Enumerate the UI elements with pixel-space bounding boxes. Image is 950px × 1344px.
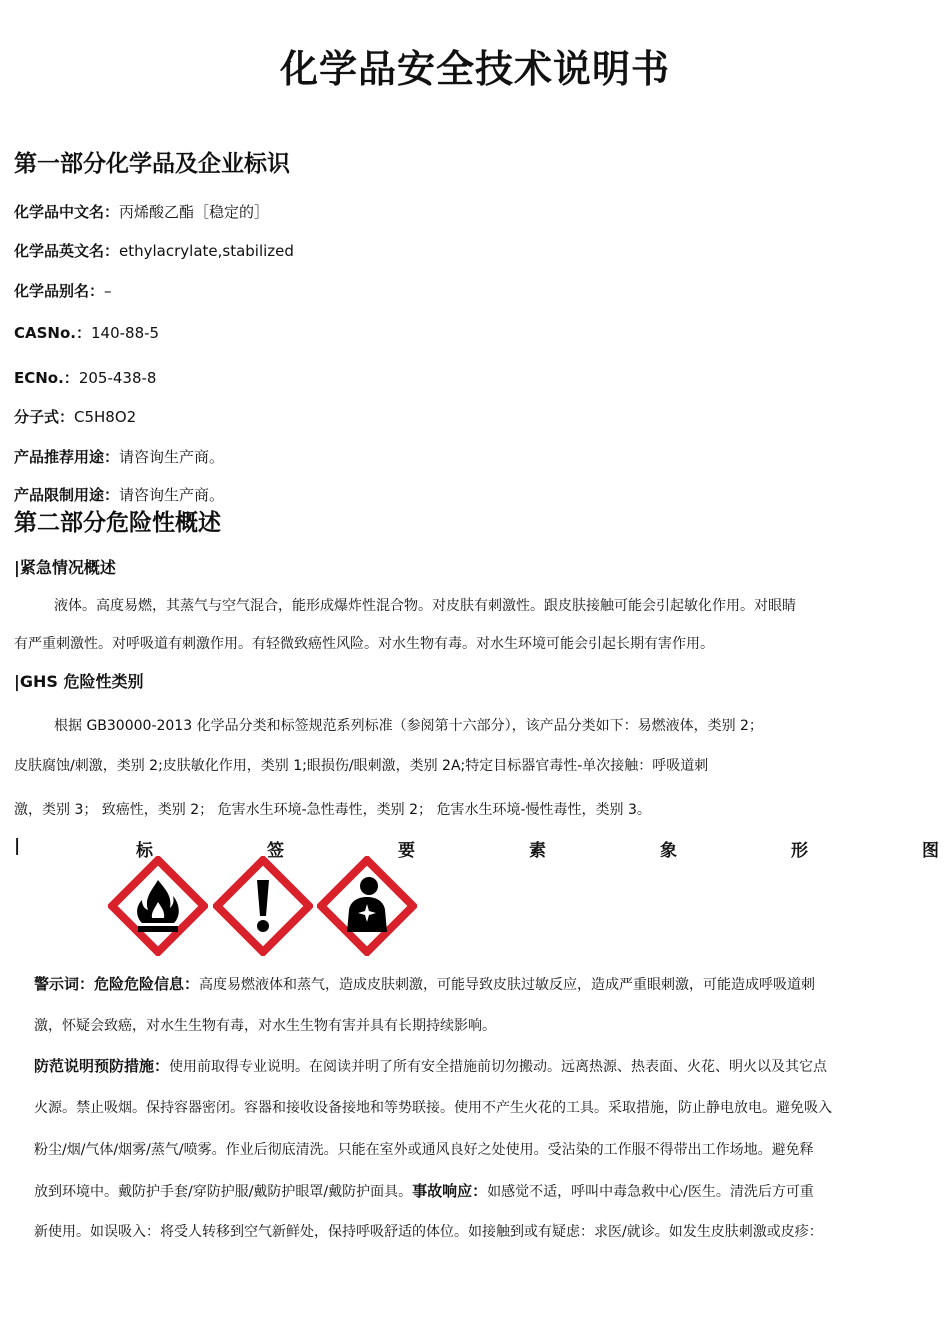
heading-char: 签 (267, 841, 284, 861)
field-english-name: 化学品英文名：ethylacrylate,stabilized (14, 242, 294, 260)
ghs-line-3: 激，类别 3； 致癌性，类别 2； 危害水生环境-急性毒性，类别 2； 危害水生环境-慢性毒性，类别 3。 (14, 802, 651, 818)
ghs-line-1: 根据 GB30000-2013 化学品分类和标签规范系列标准（参阅第十六部分），该产品分类如下：易燃液体，类别 2； (54, 718, 763, 734)
field-restricted-use: 产品限制用途：请咨询生产商。 (14, 486, 225, 504)
field-formula: 分子式：C5H8O2 (14, 408, 137, 426)
prevention-line-2: 火源。禁止吸烟。保持容器密闭。容器和接收设备接地和等势联接。使用不产生火花的工具。采取措施，防止静电放电。避免吸入 (34, 1100, 832, 1116)
heading-char: 象 (660, 841, 677, 861)
field-ec-no: ECNo.：205-438-8 (14, 369, 157, 387)
heading-char: 形 (791, 841, 808, 861)
emergency-line-1: 液体。高度易燃，其蒸气与空气混合，能形成爆炸性混合物。对皮肤有刺激性。跟皮肤接触可能会引起敏化作用。对眼睛 (54, 598, 796, 614)
heading-char: 图 (922, 841, 939, 861)
hazard-info-line-1: 警示词：危险危险信息：高度易燃液体和蒸气，造成皮肤刺激，可能导致皮肤过敏反应，造成严重眼刺激，可能造成呼吸道刺 (34, 975, 816, 993)
subheading-emergency: |紧急情况概述 (14, 558, 116, 577)
field-chinese-name: 化学品中文名：丙烯酸乙酯［稳定的］ (14, 203, 270, 221)
page-title: 化学品安全技术说明书 (279, 47, 670, 91)
prevention-line-3: 粉尘/烟/气体/烟雾/蒸气/喷雾。作业后彻底清洗。只能在室外或通风良好之处使用。受沾染的工作服不得带出工作场地。避免释 (34, 1142, 814, 1158)
flame-icon (108, 856, 208, 956)
heading-char: 要 (398, 841, 415, 861)
heading-bar: | (14, 836, 21, 856)
heading-char: 素 (529, 841, 546, 861)
field-alias: 化学品别名：– (14, 282, 112, 300)
exclamation-icon (213, 856, 313, 956)
hazard-info-line-2: 激，怀疑会致癌，对水生生物有毒，对水生生物有害并具有长期持续影响。 (34, 1018, 496, 1034)
subheading-ghs: |GHS 危险性类别 (14, 672, 144, 691)
emergency-line-2: 有严重刺激性。对呼吸道有刺激作用。有轻微致癌性风险。对水生物有毒。对水生环境可能会引起长期有害作用。 (14, 636, 714, 652)
health-hazard-icon (317, 856, 417, 956)
ghs-line-2: 皮肤腐蚀/刺激，类别 2;皮肤敏化作用，类别 1;眼损伤/眼刺激，类别 2A;特定目标器官毒性-单次接触：呼吸道刺 (14, 758, 709, 774)
section-heading-part1: 第一部分化学品及企业标识 (14, 151, 290, 177)
section-heading-part2: 第二部分危险性概述 (14, 510, 221, 536)
response-line: 新使用。如误吸入：将受人转移到空气新鲜处，保持呼吸舒适的体位。如接触到或有疑虑：求医/就诊。如发生皮肤刺激或皮疹： (34, 1224, 823, 1240)
field-cas-no: CASNo.：140-88-5 (14, 324, 160, 342)
field-recommended-use: 产品推荐用途：请咨询生产商。 (14, 448, 225, 466)
prevention-line-1: 防范说明预防措施：使用前取得专业说明。在阅读并明了所有安全措施前切勿搬动。远离热源、热表面、火花、明火以及其它点 (34, 1057, 828, 1075)
prevention-response-line: 放到环境中。戴防护手套/穿防护服/戴防护眼罩/戴防护面具。事故响应：如感觉不适，呼叫中毒急救中心/医生。清洗后方可重 (34, 1182, 814, 1200)
heading-char: 标 (136, 841, 153, 861)
